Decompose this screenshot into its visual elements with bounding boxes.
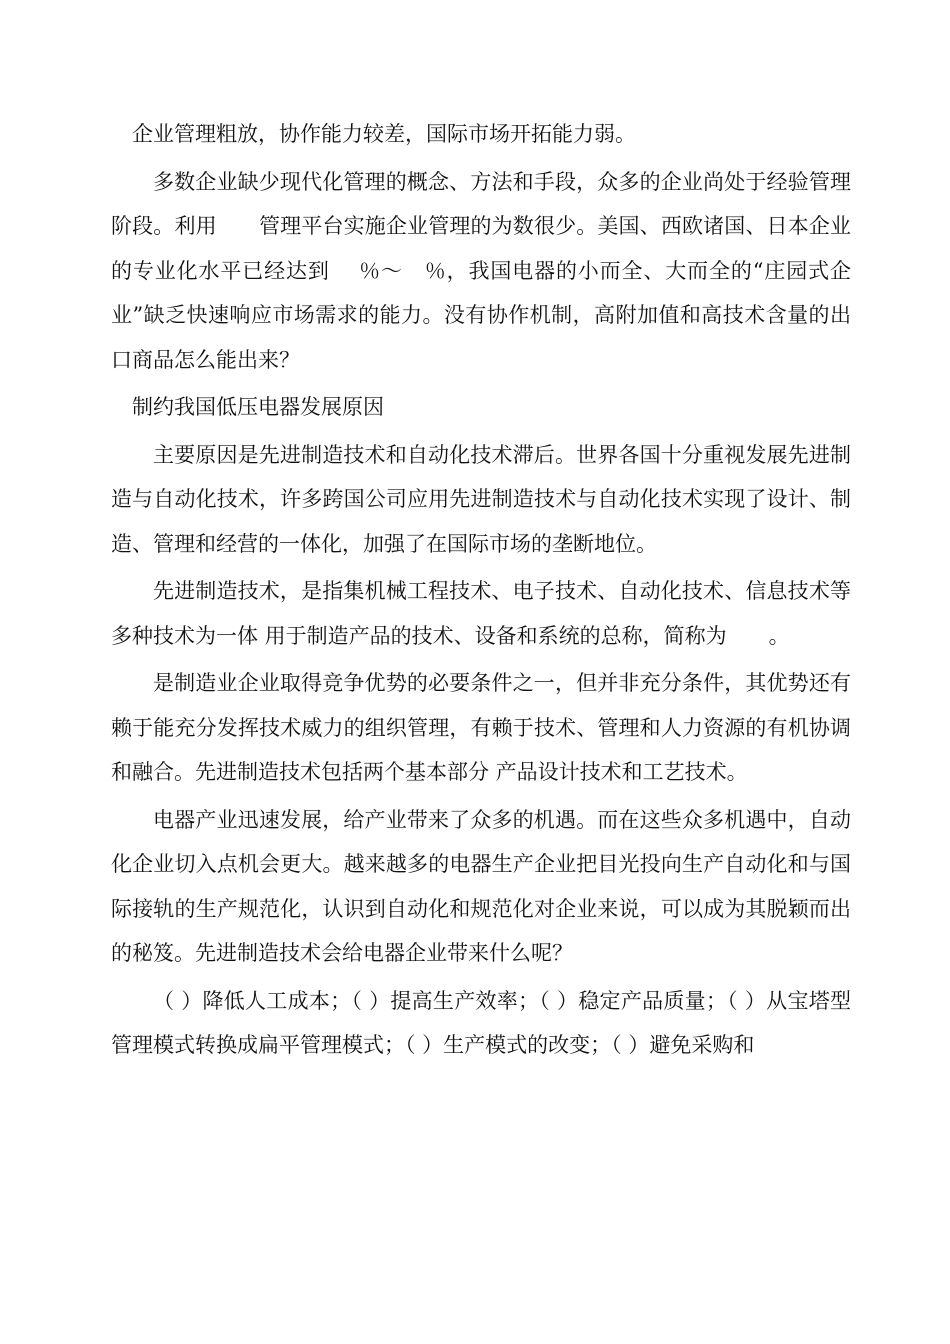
paragraph-management-extensive: 企业管理粗放，协作能力较差，国际市场开拓能力弱。 xyxy=(132,122,636,146)
paragraph-benefits-list: （ ）降低人工成本；（ ）提高生产效率；（ ）稳定产品质量；（ ）从宝塔型管理模式转换成扁平管理模式；（ ）生产模式的改变；（ ）避免采购和 xyxy=(111,988,851,1057)
paragraph-main-reasons: 主要原因是先进制造技术和自动化技术滞后。世界各国十分重视发展先进制造与自动化技术，许多跨国公司应用先进制造技术与自动化技术实现了设计、制造、管理和经营的一体化，加强了在国际市场的垄断地位。 xyxy=(111,442,851,556)
paragraph-advanced-manufacturing-definition: 先进制造技术，是指集机械工程技术、电子技术、自动化技术、信息技术等多种技术为一体 用于制造产品的技术、设备和系统的总称，简称为 。 xyxy=(111,579,851,648)
paragraph-competitive-advantage: 是制造业企业取得竞争优势的必要条件之一，但并非充分条件，其优势还有赖于能充分发挥技术威力的组织管理，有赖于技术、管理和人力资源的有机协调和融合。先进制造技术包括两个基本部分 产品设计技术和工艺技术。 xyxy=(111,671,851,784)
document-body xyxy=(111,112,851,1068)
paragraph-modern-management: 多数企业缺少现代化管理的概念、方法和手段，众多的企业尚处于经验管理阶段。利用 管理平台实施企业管理的为数很少。美国、西欧诸国、日本企业的专业化水平已经达到 ％～ ％，我国电器的小而全、大而全的“庄园式企业”缺乏快速响应市场需求的能力。没有协作机制，高附加值和高技术含量的出口商品怎么能出来？ xyxy=(111,169,851,372)
paragraph-industry-opportunities: 电器产业迅速发展，给产业带来了众多的机遇。而在这些众多机遇中，自动化企业切入点机会更大。越来越多的电器生产企业把目光投向生产自动化和与国际接轨的生产规范化，认识到自动化和规范化对企业来说，可以成为其脱颖而出的秘笈。先进制造技术会给电器企业带来什么呢？ xyxy=(111,807,851,965)
section-heading-constraints: 制约我国低压电器发展原因 xyxy=(132,395,384,419)
